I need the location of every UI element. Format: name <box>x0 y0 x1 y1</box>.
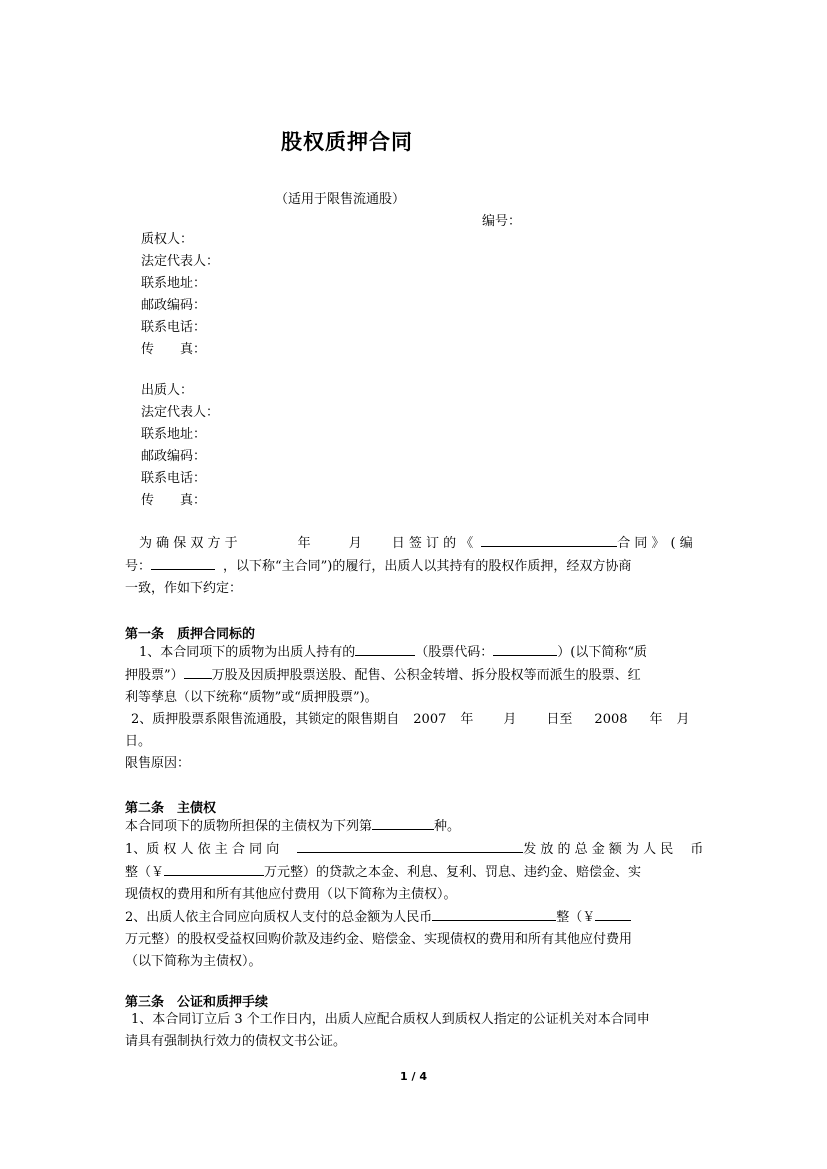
article-2-body: 本合同项下的质物所担保的主债权为下列第 种。 1、质 权 人 依 主 合 同 向 发 放 的 总 金 额 为 人 民 币 整（￥ 万元整）的贷款之本金、利息、复利、罚息、违约金、赔偿金、实 现债权的费用和所有其他应付费用（以下简称为主债权）。 2、出质人依主合同应向质权人支付的总金额为人民币 整（￥ 万元整）的股权受益权回购价款及违约金、赔偿金、实现债权的费用和所有其他应付费用 （以下简称为主债权）。 <box>125 815 703 973</box>
repurchase-amount-blank[interactable] <box>432 906 556 921</box>
main-contract-name-blank[interactable] <box>481 532 617 547</box>
pledgee-phone-label: 联系电话： <box>141 320 207 335</box>
document-subtitle: （适用于限售流通股） <box>275 192 406 207</box>
repurchase-amount-figure-blank[interactable] <box>595 906 631 921</box>
pledgee-rep-label: 法定代表人： <box>141 254 220 269</box>
page-number: 1 / 4 <box>400 1070 427 1083</box>
document-title: 股权质押合同 <box>281 129 413 154</box>
intro-line-1: 为 确 保 双 方 于 年 月 日 签 订 的 《 合 同 》 ( 编 <box>125 532 703 555</box>
pledgor-info <box>141 380 219 512</box>
pledgor-fax-label: 传 真： <box>141 493 207 508</box>
pledgee-postcode-label: 邮政编码： <box>141 298 207 313</box>
pledgor-address-label: 联系地址： <box>141 427 207 442</box>
main-contract-number-blank[interactable] <box>151 555 215 570</box>
loan-amount-blank[interactable] <box>164 861 264 876</box>
article-1-heading: 第一条 质押合同标的 <box>125 627 256 642</box>
intro-paragraph <box>125 532 703 600</box>
article-3-heading: 第三条 公证和质押手续 <box>125 995 269 1010</box>
pledgee-address-label: 联系地址： <box>141 276 207 291</box>
stock-code-blank[interactable] <box>493 641 557 656</box>
pledgor-rep-label: 法定代表人： <box>141 405 220 420</box>
pledgor-label: 出质人： <box>141 383 194 398</box>
contract-number-label: 编号： <box>482 214 522 229</box>
debt-type-blank[interactable] <box>372 815 434 830</box>
pledged-company-blank[interactable] <box>355 641 415 656</box>
share-count-blank[interactable] <box>184 664 212 679</box>
intro-line-3: 一致，作如下约定： <box>125 581 243 596</box>
article-2-heading: 第二条 主债权 <box>125 801 217 816</box>
pledgor-postcode-label: 邮政编码： <box>141 449 207 464</box>
borrower-name-blank[interactable] <box>297 838 523 853</box>
intro-line-2: 号： ，以下称“主合同”)的履行，出质人以其持有的股权作质押，经双方协商 <box>125 555 703 578</box>
article-1-body: 1、本合同项下的质物为出质人持有的 （股票代码： ）(以下简称“质 押股票”） 万股及因质押股票送股、配售、公积金转增、拆分股权等而派生的股票、红 利等孳息（以下统称“质物”或“质押股票”)。 2、质押股票系限售流通股，其锁定的限售期自 2007 年 月 日至 2008 年 月 日。 限售原因： <box>125 641 703 775</box>
pledgor-phone-label: 联系电话： <box>141 471 207 486</box>
pledgee-fax-label: 传 真： <box>141 342 207 357</box>
pledgee-info <box>141 229 219 361</box>
article-3-body: 1、本合同订立后 3 个工作日内，出质人应配合质权人到质权人指定的公证机关对本合同申 请具有强制执行效力的债权文书公证。 <box>125 1012 650 1049</box>
pledgee-label: 质权人： <box>141 232 194 247</box>
